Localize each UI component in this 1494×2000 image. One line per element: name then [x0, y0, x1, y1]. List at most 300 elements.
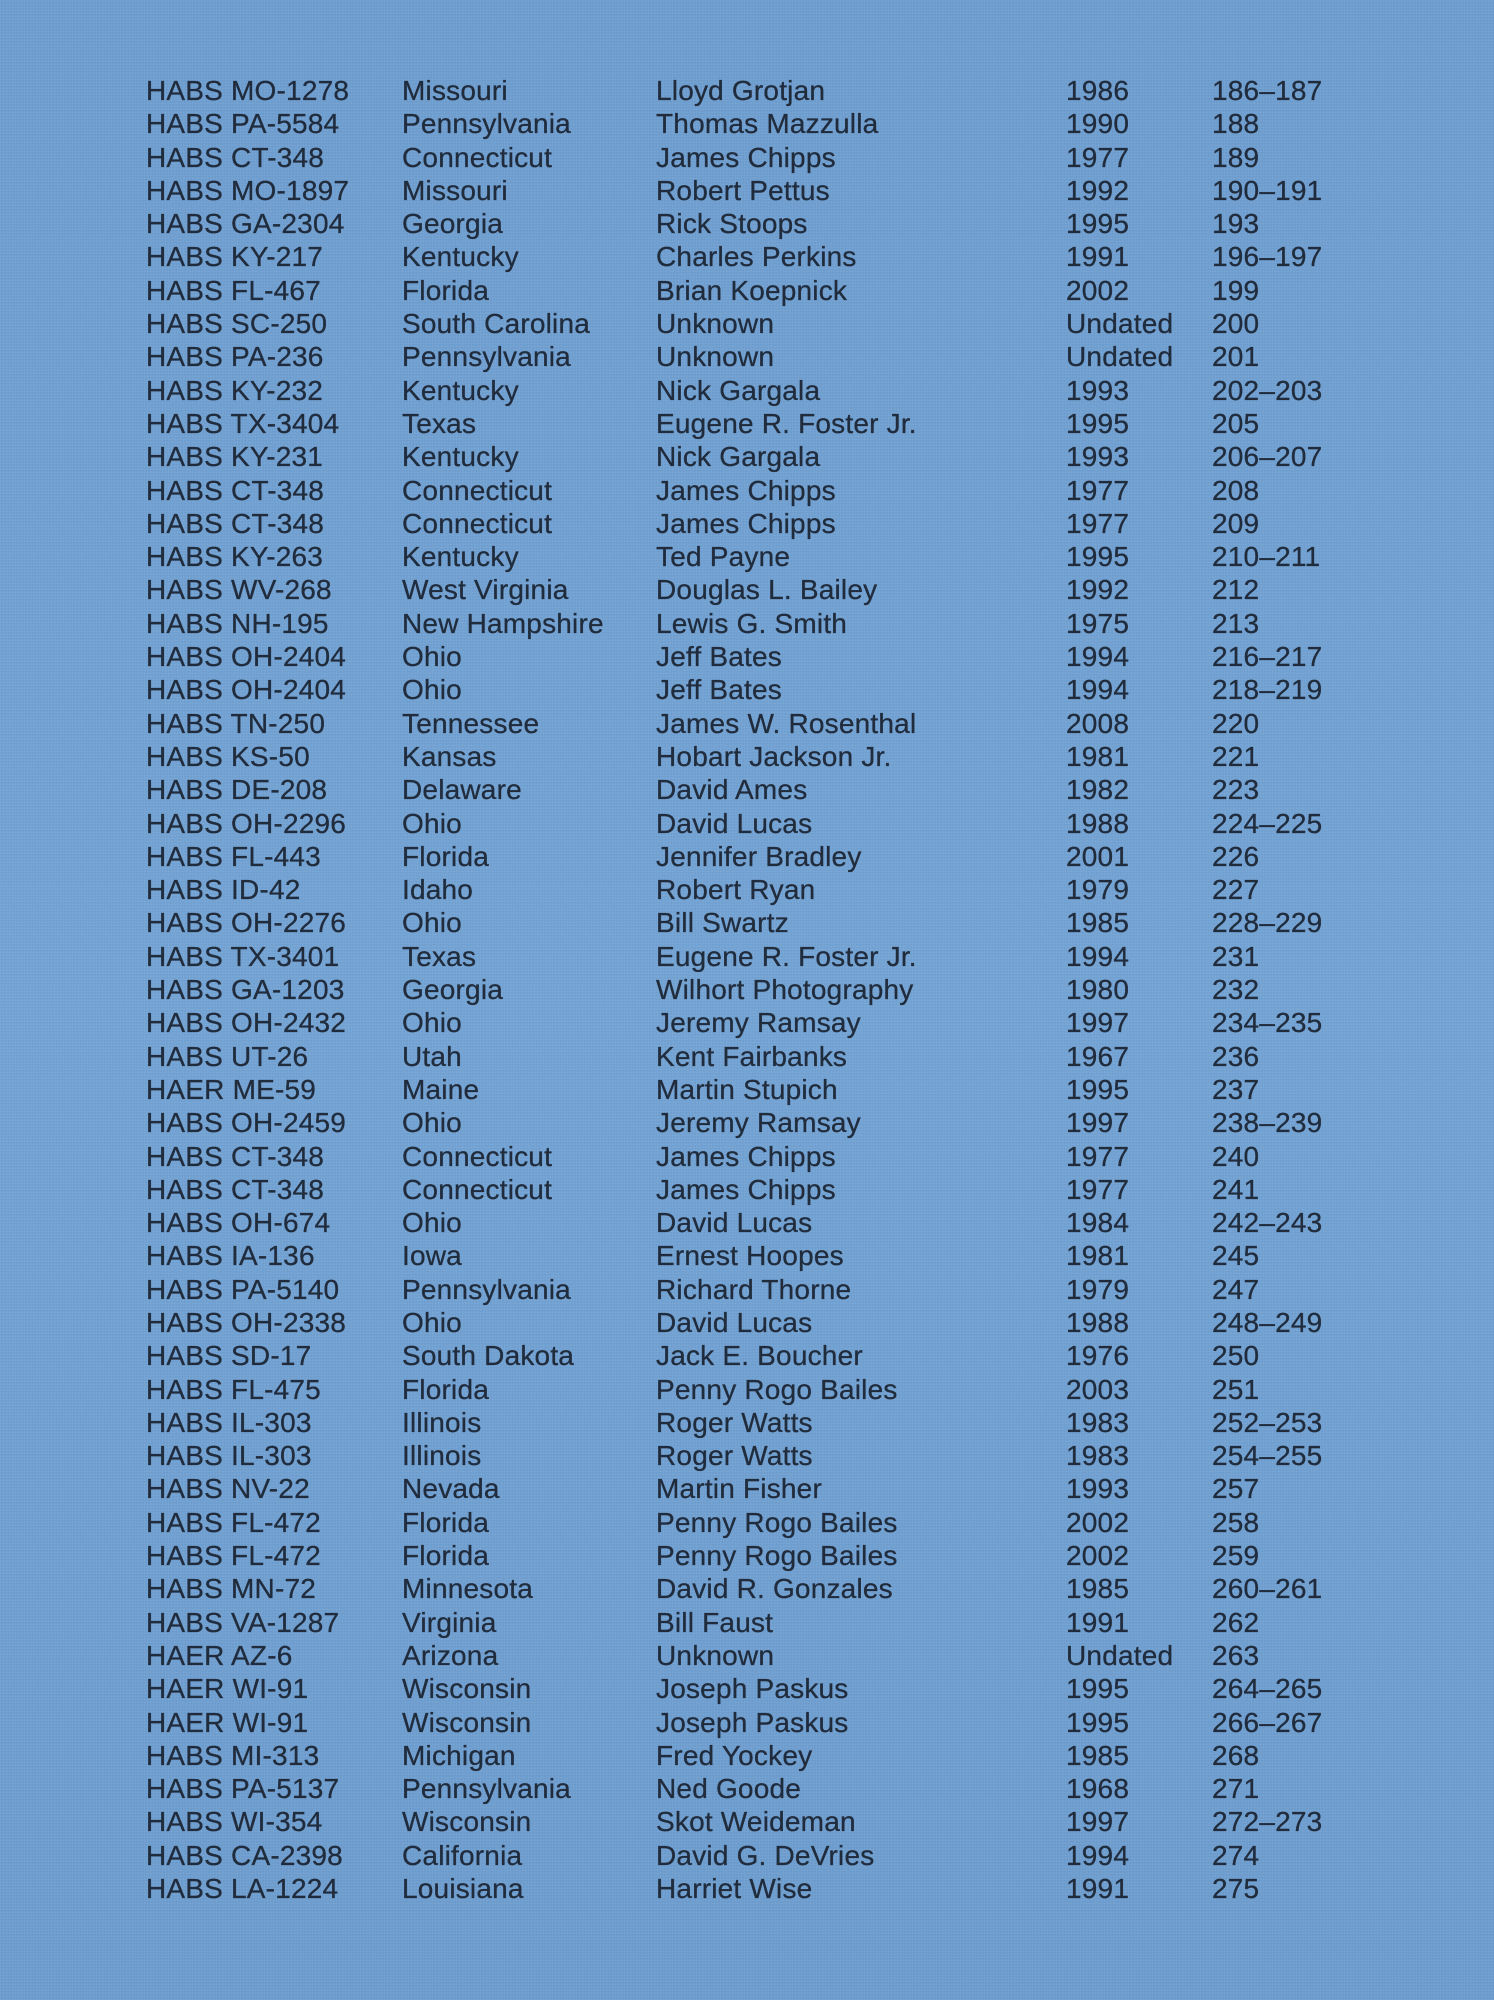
pages-cell: 213	[1212, 607, 1260, 639]
year-cell: 1983	[1066, 1440, 1130, 1472]
pages-cell: 258	[1212, 1506, 1260, 1538]
year-cell: Undated	[1066, 308, 1174, 340]
state-cell: Ohio	[402, 1107, 462, 1139]
year-cell: 1993	[1066, 374, 1130, 406]
state-cell: Missouri	[402, 75, 508, 106]
photographer-cell: Penny Rogo Bailes	[656, 1540, 898, 1572]
state-cell: Ohio	[402, 907, 462, 939]
year-cell: 1985	[1066, 1573, 1130, 1605]
year-cell: 1991	[1066, 1873, 1130, 1905]
photographer-cell: Joseph Paskus	[656, 1673, 849, 1705]
pages-cell: 226	[1212, 840, 1260, 872]
photographer-cell: Unknown	[656, 1639, 775, 1671]
year-cell: 1995	[1066, 208, 1130, 240]
record-id-cell: HABS IA-136	[146, 1240, 315, 1272]
year-cell: 1977	[1066, 141, 1130, 173]
pages-cell: 188	[1212, 108, 1260, 140]
photographer-cell: Rick Stoops	[656, 208, 808, 240]
pages-cell: 200	[1212, 308, 1260, 340]
year-cell: 1992	[1066, 174, 1130, 206]
year-cell: 1995	[1066, 541, 1130, 573]
state-cell: California	[402, 1839, 523, 1871]
pages-cell: 196–197	[1212, 241, 1323, 273]
pages-cell: 241	[1212, 1173, 1260, 1205]
pages-cell: 232	[1212, 974, 1260, 1006]
photographer-cell: Skot Weideman	[656, 1806, 856, 1838]
year-cell: 1979	[1066, 874, 1130, 906]
pages-cell: 208	[1212, 474, 1260, 506]
pages-cell: 272–273	[1212, 1806, 1323, 1838]
year-cell: 1977	[1066, 507, 1130, 539]
photographer-cell: Richard Thorne	[656, 1273, 852, 1305]
photographer-cell: Bill Faust	[656, 1606, 774, 1638]
state-cell: Georgia	[402, 974, 504, 1006]
table-row	[146, 1872, 1346, 1905]
state-cell: Delaware	[402, 774, 522, 806]
state-cell: Pennsylvania	[402, 1773, 571, 1805]
photographer-cell: Eugene R. Foster Jr.	[656, 407, 917, 439]
table-row	[146, 1672, 1346, 1705]
year-cell: 2003	[1066, 1373, 1130, 1405]
year-cell: 2002	[1066, 1540, 1130, 1572]
year-cell: 1985	[1066, 907, 1130, 939]
photographer-cell: Unknown	[656, 308, 775, 340]
state-cell: Iowa	[402, 1240, 462, 1272]
state-cell: Ohio	[402, 1007, 462, 1039]
record-id-cell: HABS VA-1287	[146, 1606, 340, 1638]
table-row	[146, 1572, 1346, 1605]
record-id-cell: HABS MO-1897	[146, 174, 350, 206]
year-cell: 1977	[1066, 1173, 1130, 1205]
pages-cell: 263	[1212, 1639, 1260, 1671]
record-id-cell: HABS IL-303	[146, 1440, 312, 1472]
table-row	[146, 107, 1346, 140]
record-id-cell: HABS OH-2404	[146, 674, 347, 706]
photographer-cell: Roger Watts	[656, 1406, 813, 1438]
table-row	[146, 207, 1346, 240]
year-cell: 1995	[1066, 407, 1130, 439]
photographer-cell: Charles Perkins	[656, 241, 857, 273]
table-row	[146, 1239, 1346, 1272]
record-id-cell: HABS PA-5140	[146, 1273, 340, 1305]
pages-cell: 189	[1212, 141, 1260, 173]
year-cell: 1975	[1066, 607, 1130, 639]
year-cell: 1992	[1066, 574, 1130, 606]
table-row	[146, 807, 1346, 840]
year-cell: 1991	[1066, 241, 1130, 273]
record-id-cell: HABS SC-250	[146, 308, 328, 340]
state-cell: Ohio	[402, 674, 462, 706]
table-row	[146, 1106, 1346, 1139]
photographer-cell: Brian Koepnick	[656, 274, 848, 306]
table-row	[146, 873, 1346, 906]
photographer-cell: Jeremy Ramsay	[656, 1007, 861, 1039]
record-id-cell: HABS TX-3401	[146, 940, 340, 972]
state-cell: Florida	[402, 274, 489, 306]
record-id-cell: HABS NV-22	[146, 1473, 310, 1505]
table-row	[146, 1706, 1346, 1739]
state-cell: Connecticut	[402, 1140, 553, 1172]
state-cell: Tennessee	[402, 707, 540, 739]
state-cell: Illinois	[402, 1406, 482, 1438]
year-cell: 1967	[1066, 1040, 1130, 1072]
table-row	[146, 540, 1346, 573]
record-id-cell: HABS OH-2338	[146, 1306, 347, 1338]
state-cell: Kentucky	[402, 374, 519, 406]
state-cell: Arizona	[402, 1639, 499, 1671]
record-id-cell: HAER WI-91	[146, 1706, 309, 1738]
photographer-cell: Robert Ryan	[656, 874, 816, 906]
photographer-cell: Ernest Hoopes	[656, 1240, 844, 1272]
state-cell: Missouri	[402, 174, 508, 206]
year-cell: 1997	[1066, 1107, 1130, 1139]
state-cell: Virginia	[402, 1606, 497, 1638]
pages-cell: 262	[1212, 1606, 1260, 1638]
table-row	[146, 573, 1346, 606]
pages-cell: 245	[1212, 1240, 1260, 1272]
record-id-cell: HABS OH-2404	[146, 641, 347, 673]
pages-cell: 247	[1212, 1273, 1260, 1305]
record-id-cell: HABS FL-475	[146, 1373, 321, 1405]
photographer-cell: David Lucas	[656, 807, 813, 839]
photographer-cell: Joseph Paskus	[656, 1706, 849, 1738]
pages-cell: 254–255	[1212, 1440, 1323, 1472]
record-id-cell: HABS TX-3404	[146, 407, 340, 439]
pages-cell: 190–191	[1212, 174, 1323, 206]
pages-cell: 264–265	[1212, 1673, 1323, 1705]
state-cell: Connecticut	[402, 507, 553, 539]
record-id-cell: HABS ID-42	[146, 874, 301, 906]
year-cell: 1980	[1066, 974, 1130, 1006]
pages-cell: 259	[1212, 1540, 1260, 1572]
photographer-cell: David Lucas	[656, 1306, 813, 1338]
table-row	[146, 740, 1346, 773]
year-cell: 1994	[1066, 641, 1130, 673]
year-cell: 1994	[1066, 940, 1130, 972]
year-cell: 1991	[1066, 1606, 1130, 1638]
year-cell: 1985	[1066, 1739, 1130, 1771]
photographer-cell: Ted Payne	[656, 541, 791, 573]
photographer-cell: James Chipps	[656, 507, 836, 539]
year-cell: 1981	[1066, 1240, 1130, 1272]
table-row	[146, 1406, 1346, 1439]
record-id-cell: HABS FL-472	[146, 1506, 321, 1538]
table-row	[146, 707, 1346, 740]
pages-cell: 242–243	[1212, 1207, 1323, 1239]
year-cell: 1994	[1066, 1839, 1130, 1871]
table-row	[146, 1805, 1346, 1838]
table-row	[146, 973, 1346, 1006]
table-row	[146, 1173, 1346, 1206]
pages-cell: 212	[1212, 574, 1260, 606]
photographer-cell: James Chipps	[656, 1173, 836, 1205]
record-id-cell: HABS OH-674	[146, 1207, 331, 1239]
record-id-cell: HAER WI-91	[146, 1673, 309, 1705]
record-id-cell: HABS MN-72	[146, 1573, 317, 1605]
year-cell: 2008	[1066, 707, 1130, 739]
year-cell: 1995	[1066, 1673, 1130, 1705]
record-id-cell: HABS NH-195	[146, 607, 329, 639]
pages-cell: 206–207	[1212, 441, 1323, 473]
pages-cell: 266–267	[1212, 1706, 1323, 1738]
state-cell: Pennsylvania	[402, 1273, 571, 1305]
table-row	[146, 1739, 1346, 1772]
state-cell: Wisconsin	[402, 1806, 532, 1838]
pages-cell: 218–219	[1212, 674, 1323, 706]
pages-cell: 234–235	[1212, 1007, 1323, 1039]
record-id-cell: HABS KS-50	[146, 740, 310, 772]
state-cell: Minnesota	[402, 1573, 533, 1605]
table-row	[146, 1206, 1346, 1239]
photographer-cell: Penny Rogo Bailes	[656, 1506, 898, 1538]
pages-cell: 252–253	[1212, 1406, 1323, 1438]
table-row	[146, 1439, 1346, 1472]
record-id-cell: HABS PA-5584	[146, 108, 340, 140]
table-row	[146, 507, 1346, 540]
year-cell: 1976	[1066, 1340, 1130, 1372]
state-cell: Florida	[402, 840, 489, 872]
year-cell: 2001	[1066, 840, 1130, 872]
photographer-cell: Martin Stupich	[656, 1073, 838, 1105]
state-cell: Ohio	[402, 1306, 462, 1338]
pages-cell: 237	[1212, 1073, 1260, 1105]
record-id-cell: HABS PA-236	[146, 341, 324, 373]
table-row	[146, 1772, 1346, 1805]
state-cell: Ohio	[402, 807, 462, 839]
table-row	[146, 1506, 1346, 1539]
record-id-cell: HABS OH-2432	[146, 1007, 347, 1039]
photographer-cell: Fred Yockey	[656, 1739, 813, 1771]
state-cell: Kentucky	[402, 241, 519, 273]
state-cell: Michigan	[402, 1739, 516, 1771]
table-row	[146, 340, 1346, 373]
table-row	[146, 840, 1346, 873]
photographer-cell: Unknown	[656, 341, 775, 373]
pages-cell: 193	[1212, 208, 1260, 240]
pages-cell: 223	[1212, 774, 1260, 806]
photographer-cell: Jeremy Ramsay	[656, 1107, 861, 1139]
record-id-cell: HABS KY-232	[146, 374, 324, 406]
photographer-cell: Eugene R. Foster Jr.	[656, 940, 917, 972]
pages-cell: 271	[1212, 1773, 1260, 1805]
record-id-cell: HABS CT-348	[146, 1140, 325, 1172]
state-cell: Texas	[402, 940, 477, 972]
year-cell: 1988	[1066, 807, 1130, 839]
state-cell: Maine	[402, 1073, 480, 1105]
record-id-cell: HABS WI-354	[146, 1806, 323, 1838]
state-cell: South Dakota	[402, 1340, 575, 1372]
table-row	[146, 906, 1346, 939]
year-cell: Undated	[1066, 341, 1174, 373]
pages-cell: 260–261	[1212, 1573, 1323, 1605]
photographer-cell: Nick Gargala	[656, 441, 821, 473]
photographer-cell: Kent Fairbanks	[656, 1040, 848, 1072]
photographer-cell: Ned Goode	[656, 1773, 802, 1805]
table-row	[146, 1006, 1346, 1039]
record-id-cell: HAER ME-59	[146, 1073, 317, 1105]
state-cell: Pennsylvania	[402, 108, 571, 140]
pages-cell: 251	[1212, 1373, 1260, 1405]
record-id-cell: HABS SD-17	[146, 1340, 312, 1372]
photographer-cell: Douglas L. Bailey	[656, 574, 878, 606]
record-id-cell: HABS PA-5137	[146, 1773, 340, 1805]
pages-cell: 209	[1212, 507, 1260, 539]
record-id-cell: HAER AZ-6	[146, 1639, 293, 1671]
year-cell: 1986	[1066, 75, 1130, 106]
record-id-cell: HABS LA-1224	[146, 1873, 339, 1905]
table-row	[146, 440, 1346, 473]
record-id-cell: HABS FL-467	[146, 274, 321, 306]
state-cell: Texas	[402, 407, 477, 439]
photographer-cell: Nick Gargala	[656, 374, 821, 406]
year-cell: 1977	[1066, 1140, 1130, 1172]
pages-cell: 274	[1212, 1839, 1260, 1871]
table-row	[146, 1073, 1346, 1106]
state-cell: Idaho	[402, 874, 474, 906]
pages-cell: 201	[1212, 341, 1260, 373]
photographer-cell: James W. Rosenthal	[656, 707, 917, 739]
photographer-cell: Lewis G. Smith	[656, 607, 848, 639]
pages-cell: 238–239	[1212, 1107, 1323, 1139]
state-cell: New Hampshire	[402, 607, 604, 639]
photographer-cell: Bill Swartz	[656, 907, 789, 939]
year-cell: 1993	[1066, 441, 1130, 473]
year-cell: 1968	[1066, 1773, 1130, 1805]
photo-index-table	[146, 74, 1346, 1905]
photographer-cell: David Ames	[656, 774, 808, 806]
pages-cell: 257	[1212, 1473, 1260, 1505]
state-cell: Florida	[402, 1506, 489, 1538]
record-id-cell: HABS DE-208	[146, 774, 328, 806]
table-row	[146, 1273, 1346, 1306]
table-row	[146, 240, 1346, 273]
state-cell: Kansas	[402, 740, 497, 772]
year-cell: 1981	[1066, 740, 1130, 772]
pages-cell: 275	[1212, 1873, 1260, 1905]
photographer-cell: Wilhort Photography	[656, 974, 914, 1006]
pages-cell: 224–225	[1212, 807, 1323, 839]
state-cell: Kentucky	[402, 541, 519, 573]
table-row	[146, 1606, 1346, 1639]
state-cell: Wisconsin	[402, 1706, 532, 1738]
record-id-cell: HABS OH-2296	[146, 807, 347, 839]
pages-cell: 210–211	[1212, 541, 1321, 573]
table-row	[146, 307, 1346, 340]
state-cell: Pennsylvania	[402, 341, 571, 373]
photographer-cell: James Chipps	[656, 141, 836, 173]
table-row	[146, 607, 1346, 640]
pages-cell: 205	[1212, 407, 1260, 439]
state-cell: Utah	[402, 1040, 462, 1072]
state-cell: West Virginia	[402, 574, 569, 606]
state-cell: South Carolina	[402, 308, 591, 340]
table-row	[146, 374, 1346, 407]
table-row	[146, 1040, 1346, 1073]
table-row	[146, 1306, 1346, 1339]
table-row	[146, 274, 1346, 307]
record-id-cell: HABS GA-2304	[146, 208, 345, 240]
table-row	[146, 1140, 1346, 1173]
photographer-cell: Harriet Wise	[656, 1873, 813, 1905]
state-cell: Wisconsin	[402, 1673, 532, 1705]
table-row	[146, 141, 1346, 174]
table-row	[146, 1373, 1346, 1406]
table-row	[146, 773, 1346, 806]
pages-cell: 202–203	[1212, 374, 1323, 406]
pages-cell: 248–249	[1212, 1306, 1323, 1338]
state-cell: Kentucky	[402, 441, 519, 473]
year-cell: 1995	[1066, 1706, 1130, 1738]
photographer-cell: Hobart Jackson Jr.	[656, 740, 892, 772]
record-id-cell: HABS OH-2459	[146, 1107, 347, 1139]
state-cell: Connecticut	[402, 1173, 553, 1205]
table-row	[146, 1639, 1346, 1672]
year-cell: 1997	[1066, 1806, 1130, 1838]
photographer-cell: Jennifer Bradley	[656, 840, 862, 872]
state-cell: Connecticut	[402, 474, 553, 506]
pages-cell: 220	[1212, 707, 1260, 739]
record-id-cell: HABS CT-348	[146, 507, 325, 539]
table-row	[146, 74, 1346, 107]
photographer-cell: Thomas Mazzulla	[656, 108, 879, 140]
pages-cell: 216–217	[1212, 641, 1323, 673]
state-cell: Florida	[402, 1373, 489, 1405]
year-cell: 1979	[1066, 1273, 1130, 1305]
photographer-cell: James Chipps	[656, 474, 836, 506]
state-cell: Ohio	[402, 641, 462, 673]
photographer-cell: Lloyd Grotjan	[656, 75, 826, 106]
pages-cell: 240	[1212, 1140, 1260, 1172]
record-id-cell: HABS MI-313	[146, 1739, 320, 1771]
record-id-cell: HABS IL-303	[146, 1406, 312, 1438]
record-id-cell: HABS CA-2398	[146, 1839, 343, 1871]
record-id-cell: HABS KY-231	[146, 441, 324, 473]
photo-index-rows	[146, 74, 1346, 1905]
year-cell: 1994	[1066, 674, 1130, 706]
record-id-cell: HABS KY-263	[146, 541, 324, 573]
state-cell: Connecticut	[402, 141, 553, 173]
photographer-cell: Martin Fisher	[656, 1473, 822, 1505]
year-cell: 1983	[1066, 1406, 1130, 1438]
photographer-cell: David R. Gonzales	[656, 1573, 893, 1605]
table-row	[146, 673, 1346, 706]
pages-cell: 236	[1212, 1040, 1260, 1072]
record-id-cell: HABS WV-268	[146, 574, 332, 606]
state-cell: Nevada	[402, 1473, 500, 1505]
photographer-cell: James Chipps	[656, 1140, 836, 1172]
photographer-cell: Roger Watts	[656, 1440, 813, 1472]
year-cell: 2002	[1066, 1506, 1130, 1538]
year-cell: 1977	[1066, 474, 1130, 506]
table-row	[146, 1839, 1346, 1872]
record-id-cell: HABS OH-2276	[146, 907, 347, 939]
pages-cell: 250	[1212, 1340, 1260, 1372]
record-id-cell: HABS KY-217	[146, 241, 324, 273]
photographer-cell: David Lucas	[656, 1207, 813, 1239]
record-id-cell: HABS MO-1278	[146, 75, 350, 106]
table-row	[146, 474, 1346, 507]
photographer-cell: Robert Pettus	[656, 174, 830, 206]
table-row	[146, 1339, 1346, 1372]
photographer-cell: Jack E. Boucher	[656, 1340, 863, 1372]
state-cell: Illinois	[402, 1440, 482, 1472]
table-row	[146, 940, 1346, 973]
pages-cell: 186–187	[1212, 75, 1323, 106]
state-cell: Louisiana	[402, 1873, 524, 1905]
year-cell: 1993	[1066, 1473, 1130, 1505]
table-row	[146, 1539, 1346, 1572]
year-cell: 2002	[1066, 274, 1130, 306]
